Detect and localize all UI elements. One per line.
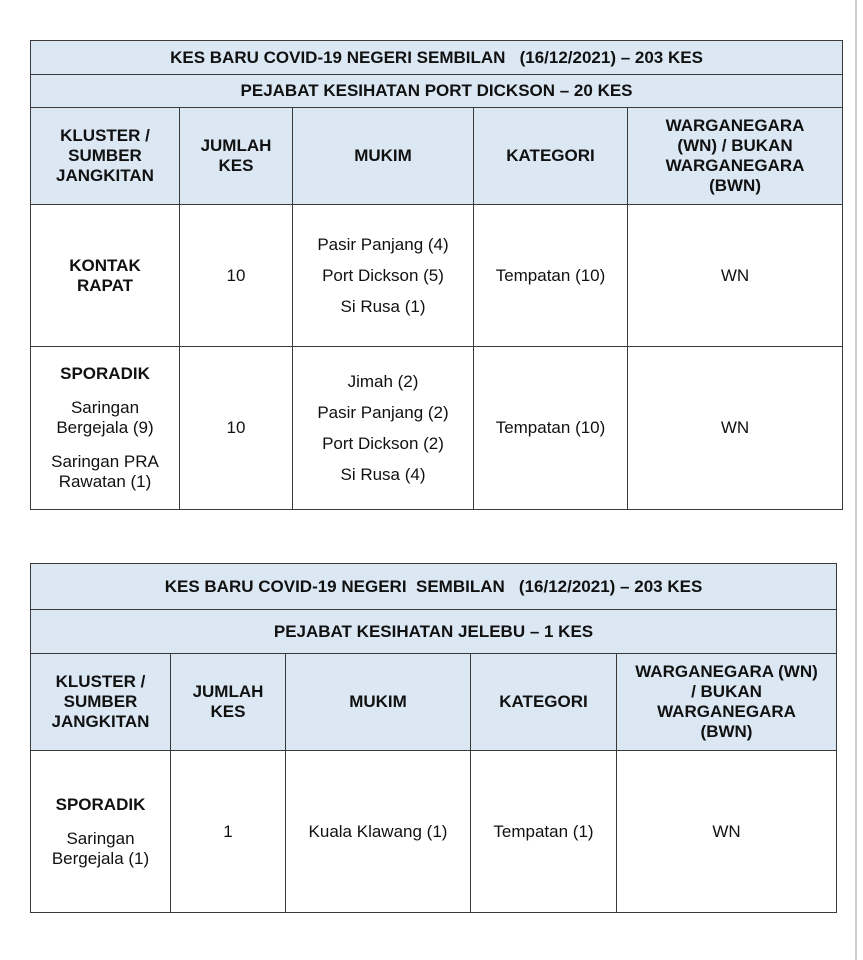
cell-kategori: Tempatan (1) <box>471 751 617 913</box>
cell-kluster: KONTAK RAPAT <box>31 205 180 347</box>
cell-wn: WN <box>617 751 837 913</box>
column-header-row <box>31 654 837 751</box>
cell-mukim: Jimah (2) Pasir Panjang (2) Port Dickson (2) Si Rusa (4) <box>293 347 474 510</box>
table-row <box>31 205 843 347</box>
header-mukim: MUKIM <box>286 654 471 751</box>
table-subtitle-row <box>31 610 837 654</box>
header-kluster: KLUSTER / SUMBER JANGKITAN <box>31 108 180 205</box>
cell-kategori: Tempatan (10) <box>474 347 628 510</box>
table-title: KES BARU COVID-19 NEGERI SEMBILAN (16/12/2021) – 203 KES <box>31 41 843 75</box>
cell-jumlah: 10 <box>180 347 293 510</box>
table-title-row <box>31 564 837 610</box>
header-kategori: KATEGORI <box>471 654 617 751</box>
header-mukim: MUKIM <box>293 108 474 205</box>
header-kluster: KLUSTER / SUMBER JANGKITAN <box>31 654 171 751</box>
cell-mukim: Kuala Klawang (1) <box>286 751 471 913</box>
table-title: KES BARU COVID-19 NEGERI SEMBILAN (16/12/2021) – 203 KES <box>31 564 837 610</box>
header-jumlah: JUMLAH KES <box>180 108 293 205</box>
cell-jumlah: 10 <box>180 205 293 347</box>
header-jumlah: JUMLAH KES <box>171 654 286 751</box>
header-warganegara: WARGANEGARA (WN) / BUKAN WARGANEGARA (BWN) <box>628 108 843 205</box>
cell-jumlah: 1 <box>171 751 286 913</box>
cell-mukim: Pasir Panjang (4) Port Dickson (5) Si Rusa (1) <box>293 205 474 347</box>
header-warganegara: WARGANEGARA (WN) / BUKAN WARGANEGARA (BWN) <box>617 654 837 751</box>
table-subtitle-row <box>31 75 843 108</box>
cell-kategori: Tempatan (10) <box>474 205 628 347</box>
header-kategori: KATEGORI <box>474 108 628 205</box>
table-subtitle: PEJABAT KESIHATAN JELEBU – 1 KES <box>31 610 837 654</box>
cell-kluster: SPORADIK Saringan Bergejala (1) <box>31 751 171 913</box>
page-edge-line <box>855 0 857 960</box>
cell-wn: WN <box>628 205 843 347</box>
cell-wn: WN <box>628 347 843 510</box>
table-subtitle: PEJABAT KESIHATAN PORT DICKSON – 20 KES <box>31 75 843 108</box>
table-title-row <box>31 41 843 75</box>
column-header-row <box>31 108 843 205</box>
cell-kluster: SPORADIK Saringan Bergejala (9) Saringan PRA Rawatan (1) <box>31 347 180 510</box>
table-port-dickson <box>30 40 843 510</box>
table-jelebu <box>30 563 837 913</box>
table-row <box>31 347 843 510</box>
table-row <box>31 751 837 913</box>
